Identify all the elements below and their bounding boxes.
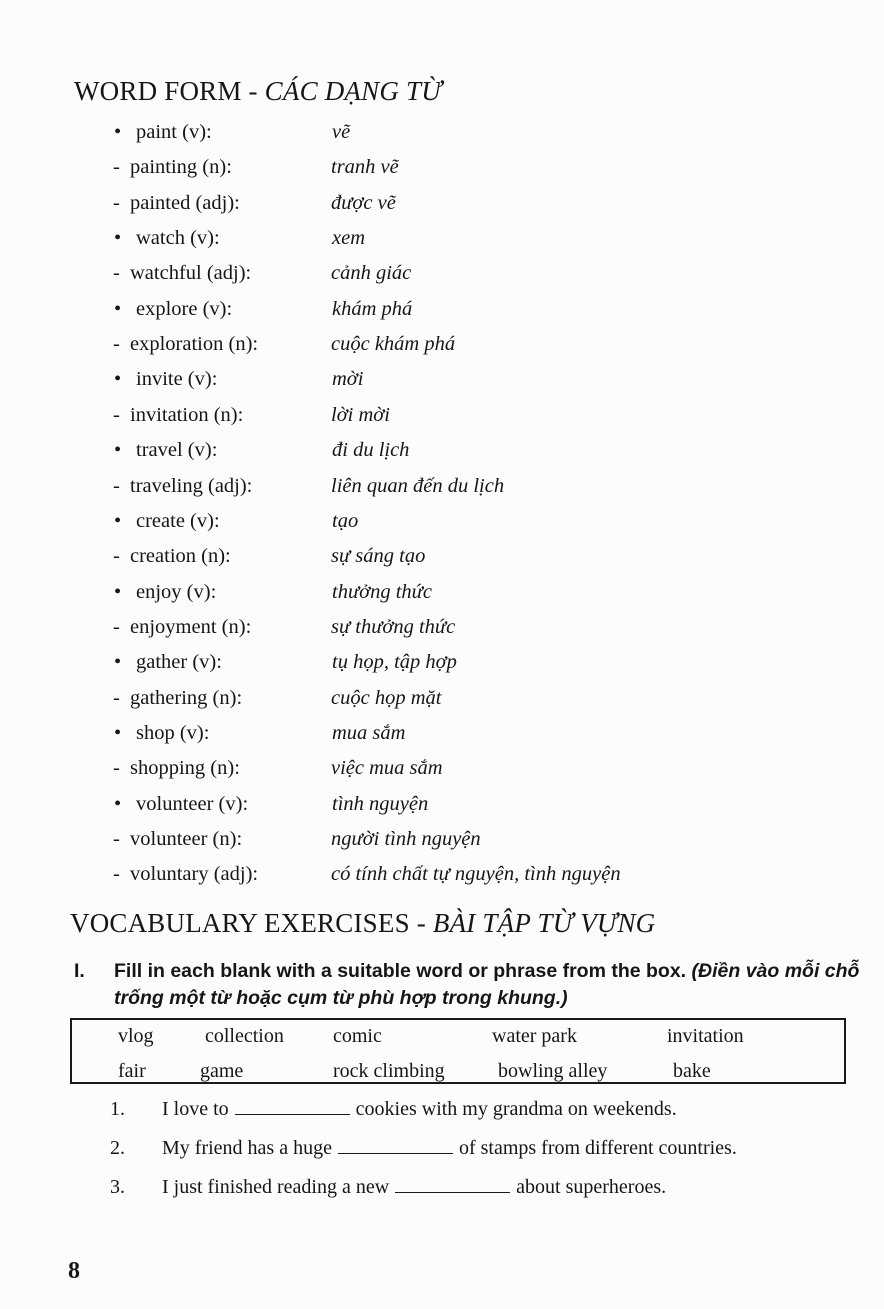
word-form-meaning: thưởng thức: [332, 580, 432, 603]
word-form-meaning: mời: [332, 368, 364, 391]
word-form-meaning: người tình nguyện: [331, 828, 481, 850]
dash-icon: -: [113, 863, 120, 886]
bullet-icon: •: [114, 721, 122, 744]
dash-icon: -: [113, 545, 120, 568]
bullet-icon: •: [114, 439, 122, 462]
box-word: vlog: [118, 1025, 154, 1047]
word-form-meaning: liên quan đến du lịch: [331, 474, 505, 497]
word-form-term: • create (v):: [114, 509, 220, 532]
word-form-meaning: tụ họp, tập hợp: [332, 651, 457, 674]
word-form-term: - enjoyment (n):: [113, 615, 252, 638]
word-form-term: - watchful (adj):: [113, 262, 252, 285]
word-form-term: - gathering (n):: [113, 686, 243, 709]
bullet-icon: •: [114, 368, 122, 391]
word-form-meaning: cuộc họp mặt: [331, 686, 442, 709]
instruction-text: Fill in each blank with a suitable word or phrase from the box. (Điền vào mỗi chỗ trống một từ hoặc cụm từ phù hợp trong khung.): [114, 960, 860, 1009]
word-form-term: • invite (v):: [114, 368, 218, 391]
exercise-number: I.: [74, 960, 85, 982]
bullet-icon: •: [114, 227, 122, 250]
word-form-term: - traveling (adj):: [113, 474, 253, 497]
dash-icon: -: [113, 686, 120, 709]
dash-icon: -: [113, 828, 120, 850]
word-form-term: - painting (n):: [113, 156, 232, 179]
dash-icon: -: [113, 262, 120, 285]
word-form-term: • explore (v):: [114, 297, 233, 320]
word-form-term: - voluntary (adj):: [113, 863, 259, 886]
word-form-heading: WORD FORM - CÁC DẠNG TỪ: [74, 76, 442, 106]
word-form-term: - volunteer (n):: [113, 828, 243, 850]
word-form-term: - invitation (n):: [113, 403, 244, 426]
dash-icon: -: [113, 156, 120, 179]
word-form-term: - painted (adj):: [113, 191, 240, 214]
word-form-term: - exploration (n):: [113, 333, 259, 356]
word-form-meaning: xem: [332, 227, 366, 250]
dash-icon: -: [113, 757, 120, 780]
dash-icon: -: [113, 333, 120, 356]
box-word: invitation: [667, 1025, 744, 1047]
bullet-icon: •: [114, 580, 122, 603]
word-form-term: • paint (v):: [114, 121, 212, 143]
box-word: water park: [492, 1025, 577, 1047]
word-form-meaning: mua sắm: [332, 721, 406, 744]
word-form-term: • watch (v):: [114, 227, 220, 250]
word-form-term: • volunteer (v):: [114, 792, 249, 815]
word-form-meaning: được vẽ: [331, 191, 396, 214]
box-word: rock climbing: [333, 1060, 445, 1082]
bullet-icon: •: [114, 792, 122, 815]
word-form-meaning: tình nguyện: [332, 792, 429, 815]
dash-icon: -: [113, 403, 120, 426]
box-word: bowling alley: [498, 1060, 608, 1082]
word-form-term: • enjoy (v):: [114, 580, 217, 603]
vocabulary-exercises-heading: VOCABULARY EXERCISES - BÀI TẬP TỪ VỰNG: [70, 908, 656, 938]
bullet-icon: •: [114, 297, 122, 320]
word-form-meaning: sự sáng tạo: [331, 545, 426, 568]
word-form-meaning: khám phá: [332, 297, 413, 320]
word-form-meaning: tạo: [332, 509, 359, 532]
word-form-meaning: tranh vẽ: [331, 156, 399, 179]
bullet-icon: •: [114, 509, 122, 532]
box-word: comic: [333, 1025, 382, 1047]
box-word: game: [200, 1060, 244, 1082]
word-form-term: • gather (v):: [114, 651, 222, 674]
answer-blank[interactable]: [338, 1139, 453, 1154]
answer-blank[interactable]: [395, 1178, 510, 1193]
word-form-meaning: lời mời: [331, 403, 390, 426]
word-form-meaning: việc mua sắm: [331, 757, 443, 780]
bullet-icon: •: [114, 121, 122, 143]
word-form-term: • travel (v):: [114, 439, 218, 462]
word-box: [70, 1018, 846, 1084]
word-form-term: - shopping (n):: [113, 757, 240, 780]
word-form-meaning: có tính chất tự nguyện, tình nguyện: [331, 863, 621, 886]
box-word: fair: [118, 1060, 146, 1082]
bullet-icon: •: [114, 651, 122, 674]
page-number: 8: [68, 1258, 80, 1284]
box-word: bake: [673, 1060, 711, 1082]
dash-icon: -: [113, 191, 120, 214]
word-form-meaning: vẽ: [332, 121, 351, 143]
word-form-meaning: đi du lịch: [332, 439, 410, 462]
word-form-meaning: cảnh giác: [331, 262, 412, 285]
box-word: collection: [205, 1025, 284, 1047]
word-form-meaning: sự thưởng thức: [331, 615, 456, 638]
word-form-meaning: cuộc khám phá: [331, 333, 456, 356]
dash-icon: -: [113, 474, 120, 497]
dash-icon: -: [113, 615, 120, 638]
word-form-term: • shop (v):: [114, 721, 210, 744]
word-form-term: - creation (n):: [113, 545, 231, 568]
answer-blank[interactable]: [235, 1100, 350, 1115]
